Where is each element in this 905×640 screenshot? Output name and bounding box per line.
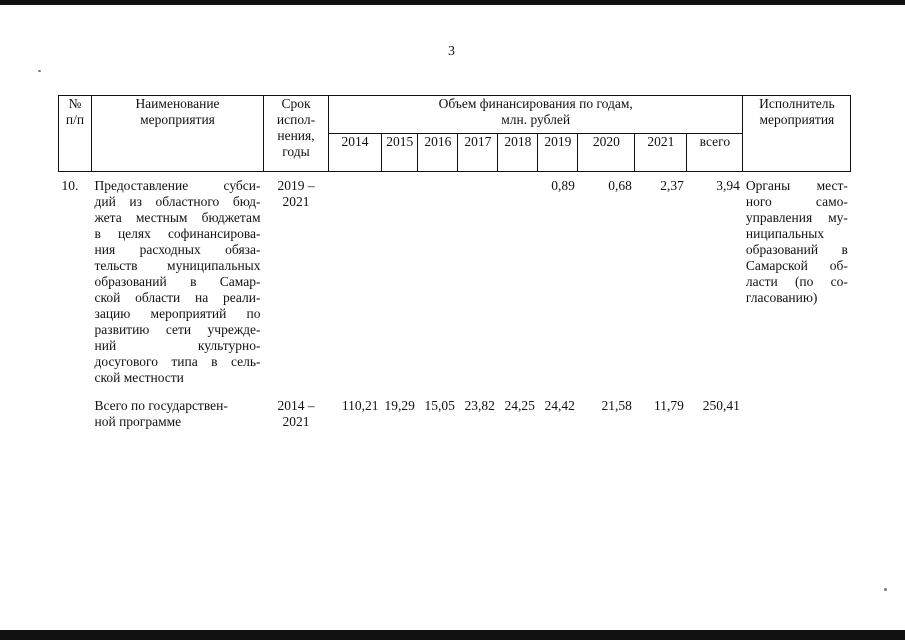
value-cell: 11,79 (654, 398, 684, 413)
funding-table (58, 95, 851, 430)
header-year: 2020 (578, 134, 635, 172)
value-cell: 0,89 (551, 178, 575, 193)
value-cell: 15,05 (424, 398, 455, 413)
value-cell (418, 172, 458, 387)
header-row-1 (59, 96, 851, 134)
header-name: Наименование мероприятия (92, 96, 264, 172)
header-year: 2021 (635, 134, 687, 172)
scan-top-border (0, 0, 905, 5)
table-row-total (59, 386, 851, 430)
row-name: Предоставление субси- дий из областного бюд- жета местным бюджетам в целях софинансирова- ния расходных обяза- тельств муниципальных образований в Самар- ской области на реали- зацию мероприятий по развитию сети учрежде- ний культурно- досугового типа в сель- ской местности (94, 178, 261, 385)
row-term: 2019 – 2021 (277, 178, 315, 209)
scan-speck (884, 588, 887, 591)
value-cell (382, 172, 418, 387)
header-year: 2017 (458, 134, 498, 172)
page-number: 3 (448, 44, 455, 59)
header-year: 2018 (498, 134, 538, 172)
value-cell (329, 172, 382, 387)
header-funding: Объем финансирования по годам, млн. рублей (329, 96, 743, 134)
table-row (59, 172, 851, 387)
value-cell: 2,37 (660, 178, 684, 193)
row-executor: Органы мест- ного само- управления му- ниципальных образований в Самарской об- ласти (по со- гласованию) (745, 178, 848, 305)
value-cell: 23,82 (464, 398, 495, 413)
value-cell: 21,58 (601, 398, 632, 413)
row-executor (743, 386, 851, 430)
row-number (59, 386, 92, 430)
value-cell: 24,42 (544, 398, 575, 413)
row-name: Всего по государствен- ной программе (94, 398, 228, 429)
header-executor: Исполнитель мероприятия (743, 96, 851, 172)
row-number: 10. (61, 178, 79, 193)
header-number: № п/п (59, 96, 92, 172)
value-cell: 0,68 (608, 178, 632, 193)
value-cell: 19,29 (384, 398, 415, 413)
scan-speck (38, 70, 41, 72)
header-total: всего (687, 134, 743, 172)
header-year: 2014 (329, 134, 382, 172)
value-cell: 110,21 (341, 398, 379, 413)
total-cell: 250,41 (702, 398, 740, 413)
value-cell: 24,25 (504, 398, 535, 413)
header-term: Срок испол- нения, годы (264, 96, 329, 172)
value-cell (458, 172, 498, 387)
row-term: 2014 – 2021 (277, 398, 315, 429)
scan-bottom-border (0, 630, 905, 640)
value-cell (498, 172, 538, 387)
header-year: 2015 (382, 134, 418, 172)
total-cell: 3,94 (716, 178, 740, 193)
header-year: 2019 (538, 134, 578, 172)
header-year: 2016 (418, 134, 458, 172)
